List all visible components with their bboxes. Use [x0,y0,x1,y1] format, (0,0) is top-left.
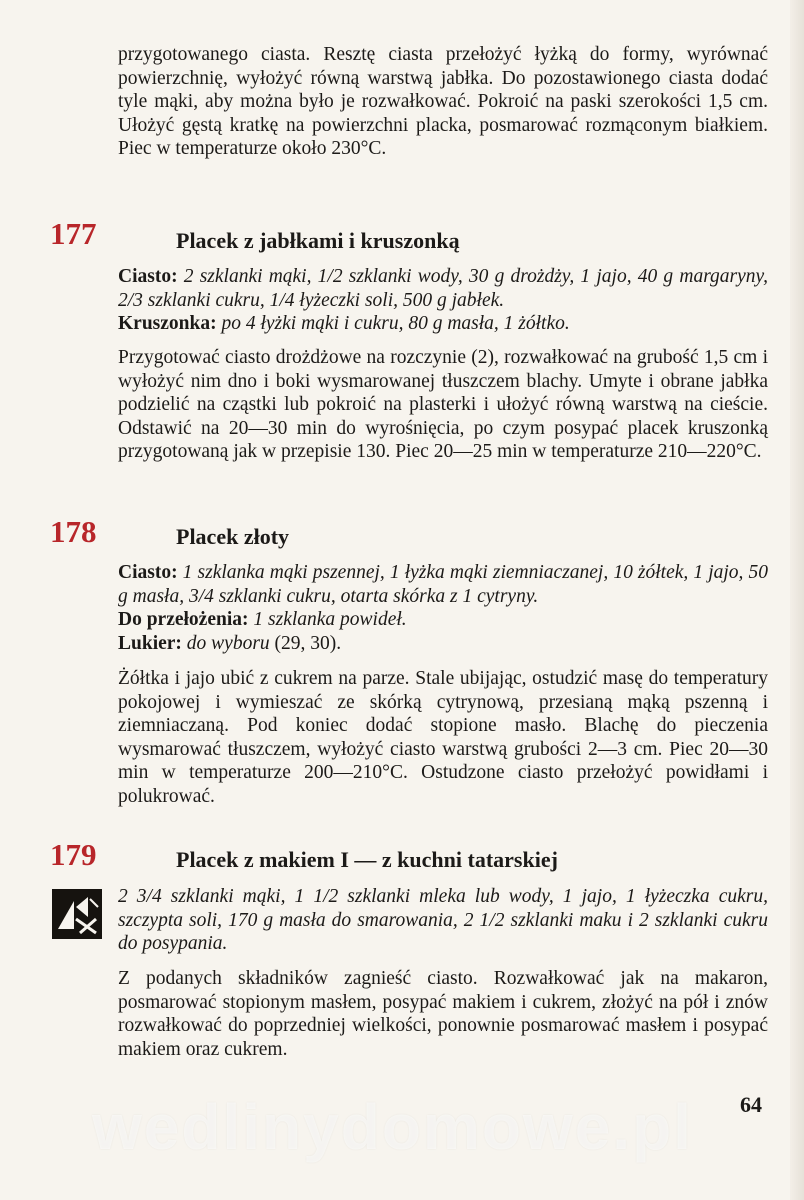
recipe-number-179: 179 [50,837,97,872]
ingredients-177 [118,265,768,336]
ingredient-text: po 4 łyżki mąki i cukru, 80 g masła, 1 żółtko. [221,313,570,335]
ingredients-179: 2 3/4 szklanki mąki, 1 1/2 szklanki mleka lub wody, 1 jajo, 1 łyżeczka cukru, szczypta soli, 170 g masła do smarowania, 2 1/2 szklanki maku i 2 szklanki cukru do posypania. [118,886,768,955]
watermark: wedlinydomowe.pl [92,1091,693,1163]
ingredient-text: 2 szklanki mąki, 1/2 szklanki wody, 30 g drożdży, 1 jajo, 40 g margaryny, 2/3 szklanki cukru, 1/4 łyżeczki soli, 500 g jabłek. [118,266,769,311]
recipe-title-177: Placek z jabłkami i kruszonką [176,228,460,253]
recipe-title-178: Placek złoty [176,524,290,549]
ingredient-text: 1 szklanka powideł. [253,609,407,631]
page-number: 64 [740,1092,762,1117]
method-178: Żółtka i jajo ubić z cukrem na parze. Stale ubijając, ostudzić masę do temperatury pokojowej i wymieszać ze skórką cytrynową, przesianą mąką pszenną i ziemniaczaną. Pod koniec dodać stopione masło. Blachę do pieczenia wysmarować tłuszczem, wyłożyć ciasto warstwą grubości 2—3 cm. Piec 20—30 min w temperaturze 200—210°C. Ostudzone ciasto przełożyć powidłami i polukrować. [118,668,768,807]
ingredient-ref: (29, 30). [269,632,342,654]
ingredient-label: Kruszonka: [118,313,217,335]
ingredient-label: Lukier: [118,632,182,654]
ingredient-label: Do przełożenia: [118,609,249,631]
ingredient-text: 1 szklanka mąki pszennej, 1 łyżka mąki ziemniaczanej, 10 żółtek, 1 jajo, 50 g masła, 3/4 szklanki cukru, otarta skórka z 1 cytryny. [118,562,769,607]
method-179: Z podanych składników zagnieść ciasto. Rozwałkować jak na makaron, posmarować stopionym masłem, posypać makiem i cukrem, złożyć na pół i znów rozwałkować do poprzedniej wielkości, ponownie posmarować masłem i posypać makiem oraz cukrem. [118,968,768,1060]
recipe-number-178: 178 [50,514,97,549]
intro-paragraph: przygotowanego ciasta. Resztę ciasta przełożyć łyżką do formy, wyrównać powierzchnię, wyłożyć równą warstwą jabłka. Do pozostawionego ciasta dodać tyle mąki, aby można było je rozwałkować. Pokroić na paski szerokości 1,5 cm. Ułożyć gęstą kratkę na powierzchni placka, posmarować rozmąconym białkiem. Piec w temperaturze około 230°C. [118,44,768,160]
ingredient-label: Ciasto: [118,562,178,583]
ingredient-text: do wyboru [186,632,270,654]
recipe-number-177: 177 [50,216,97,251]
ingredients-178 [118,561,768,655]
regional-cuisine-icon [52,889,102,939]
recipe-title-179: Placek z makiem I — z kuchni tatarskiej [176,847,558,872]
ingredient-label: Ciasto: [118,266,178,287]
page-edge [790,0,804,1200]
method-177: Przygotować ciasto drożdżowe na rozczynie (2), rozwałkować na grubość 1,5 cm i wyłożyć nim dno i boki wysmarowanej tłuszczem blachy. Umyte i obrane jabłka podzielić na cząstki lub pokroić na plasterki i ułożyć równą warstwą na cieście. Odstawić na 20—30 min do wyrośnięcia, po czym posypać placek kruszonką przygotowaną jak w przepisie 130. Piec 20—25 min w temperaturze 210—220°C. [118,347,768,463]
